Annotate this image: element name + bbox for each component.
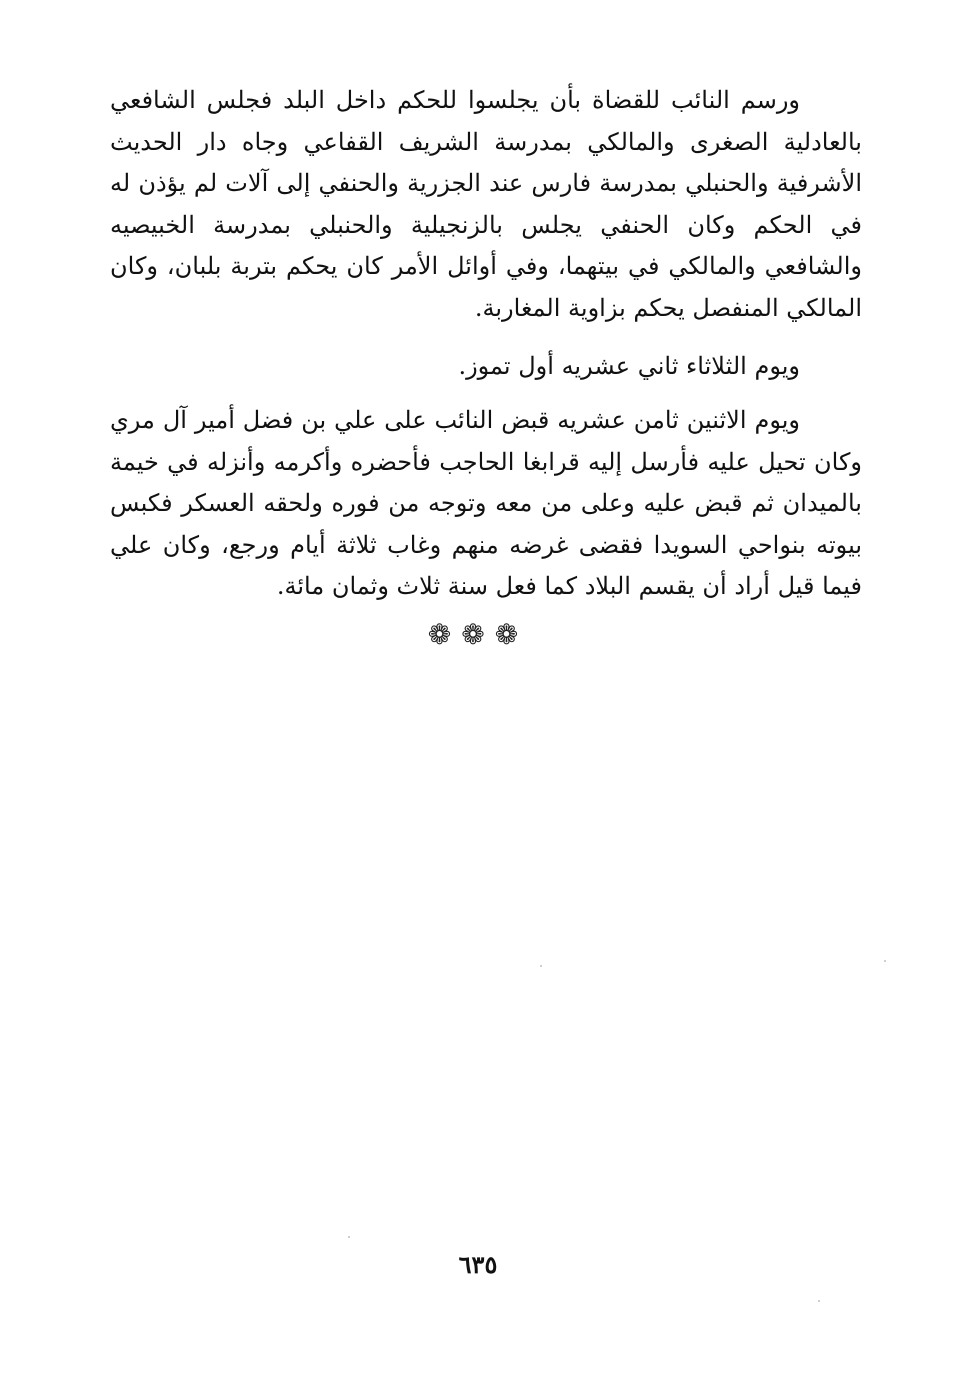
scan-speck (818, 1300, 820, 1302)
page-number: ٦٣٥ (458, 1250, 498, 1279)
scan-speck (884, 960, 886, 962)
section-divider-ornament: ❁❁❁ (427, 618, 529, 651)
paragraph-text: ويوم الاثنين ثامن عشريه قبض النائب على علي بن فضل أمير آل مري وكان تحيل عليه فأرسل إليه قرابغا الحاجب فأحضره وأكرمه وأنزله في خيمة بالميدان ثم قبض عليه وعلى من معه وتوجه من فوره ولحقه العسكر فكبس بيوته بنواحي السويدا فقضى غرضه منهم وغاب ثلاثة أيام ورجع، وكان علي فيما قيل أراد أن يقسم البلاد كما فعل سنة ثلاث وثمان مائة. (110, 406, 862, 600)
scan-speck (348, 1236, 350, 1238)
paragraph-text: ورسم النائب للقضاة بأن يجلسوا للحكم داخل البلد فجلس الشافعي بالعادلية الصغرى والمالكي بمدرسة الشريف القفاعي وجاه دار الحديث الأشرفية والحنبلي بمدرسة فارس عند الجزرية والحنفي إلى آلات لم يؤذن له في الحكم وكان الحنفي يجلس بالزنجيلية والحنبلي بمدرسة الخبيصيه والشافعي والمالكي في بيتهما، وفي أوائل الأمر كان يحكم بتربة بلبان، وكان المالكي المنفصل يحكم بزاوية المغاربة. (110, 86, 862, 322)
paragraph-tuesday-date (110, 346, 862, 388)
paragraph-arrest-ali (110, 400, 862, 608)
paragraph-judges-seating (110, 80, 862, 329)
paragraph-text: ويوم الثلاثاء ثاني عشريه أول تموز. (458, 352, 800, 380)
scan-speck (540, 965, 542, 967)
